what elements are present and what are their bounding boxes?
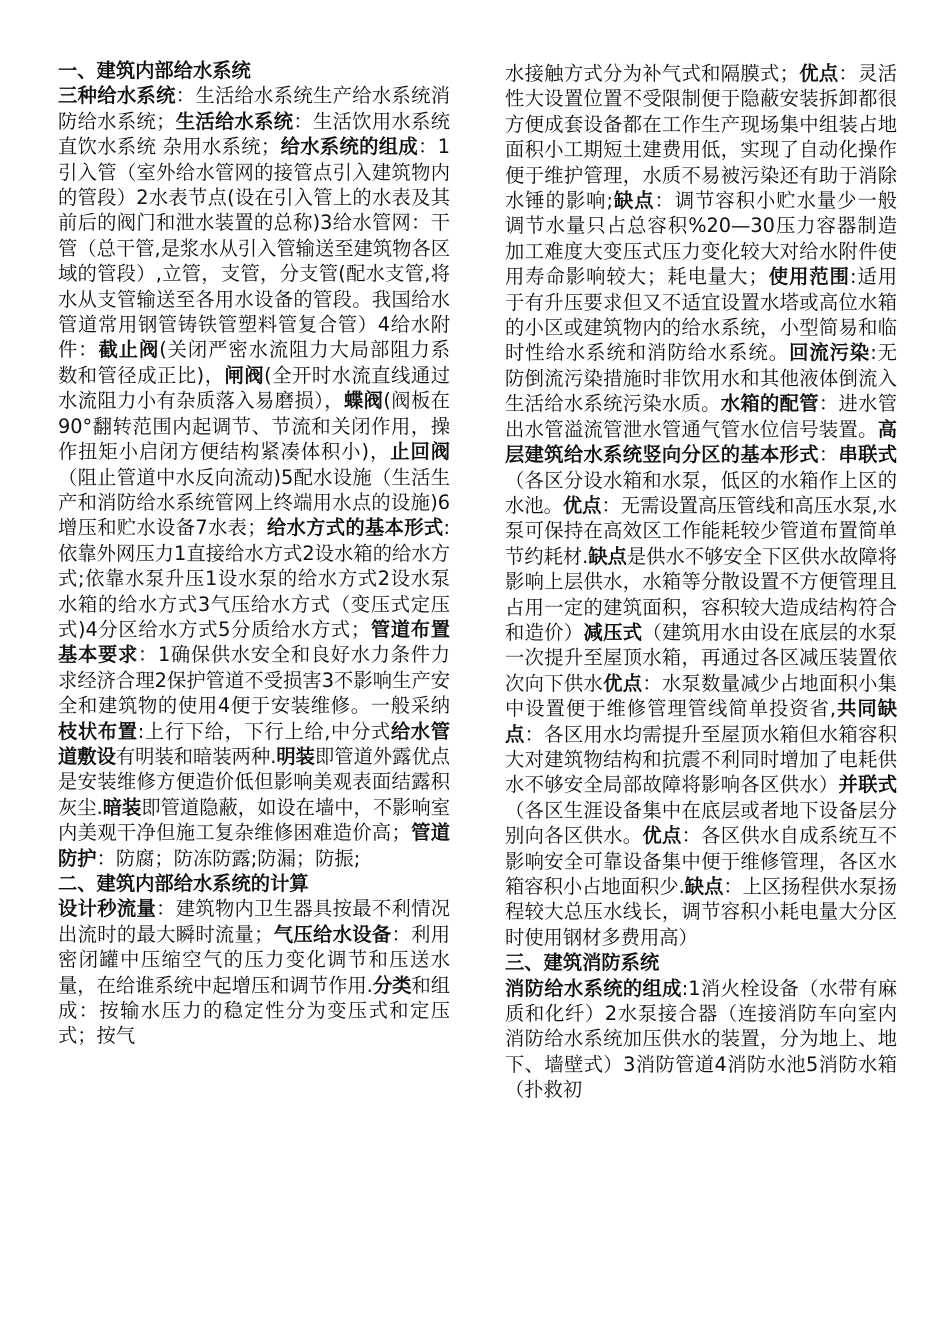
text-run: (关闭严密水流阻力大局部阻力系数和管径成正比)， bbox=[58, 338, 451, 387]
bold-term: 优点 bbox=[798, 62, 839, 85]
bold-term: 共同缺点 bbox=[505, 697, 897, 746]
text-run: :1消火栓设备（水带有麻质和化纤）2水泵接合器（连接消防车向室内消防给水系统加压供水的装置，分为地上、地下、墙壁式）3消防管道4消防水池5消防水箱（扑救初 bbox=[505, 976, 897, 1102]
bold-term: 三种给水系统 bbox=[58, 84, 176, 108]
text-run: ：建筑物内卫生器具按最不利情况出流时的最大瞬时流量； bbox=[58, 897, 451, 946]
bold-term: 水箱的配管 bbox=[720, 392, 819, 416]
bold-term: 气压给水设备 bbox=[273, 922, 392, 946]
bold-term: 分类 bbox=[372, 973, 412, 997]
bold-term: 给水系统的组成 bbox=[280, 135, 419, 159]
text-run: :上行下给，下行上给,中分式 bbox=[137, 719, 391, 743]
bold-term: 明装 bbox=[276, 744, 315, 768]
text-run: 和组成：按输水压力的稳定性分为变压式和定压式；按气 bbox=[58, 973, 451, 1048]
text-run: 即管道外露优点是安装维修方便造价低但影响美观表面结露积灰尘. bbox=[58, 744, 451, 819]
bold-term: 回流污染 bbox=[789, 341, 871, 365]
text-run: （各区分设水箱和水泵，低区的水箱作上区的水池。 bbox=[505, 468, 897, 517]
paragraph-pressure-supply-continued bbox=[505, 61, 897, 950]
text-run: ：利用密闭罐中压缩空气的压力变化调节和压送水量，在给谁系统中起增压和调节作用. bbox=[58, 922, 451, 997]
text-run: 即管道隐蔽，如设在墙中，不影响室内美观干净但施工复杂维修困难造价高； bbox=[58, 795, 451, 845]
bold-term: 枝状布置 bbox=[58, 719, 138, 743]
bold-term: 并联式 bbox=[838, 773, 897, 797]
bold-term: 缺点 bbox=[684, 875, 724, 898]
bold-term: 缺点 bbox=[612, 189, 655, 213]
text-run: ：防腐；防冻防露;防漏；防振; bbox=[96, 846, 361, 870]
text-run: ：生活饮用水系统 直饮水系统 杂用水系统； bbox=[58, 109, 451, 159]
text-run: （各区生涯设备集中在底层或者地下设备层分别向各区供水。 bbox=[505, 798, 897, 848]
text-run: （阻止管道中水反向流动)5配水设施（生活生产和消防给水系统管网上终端用水点的设施)6增压和贮水设备7水表； bbox=[58, 465, 450, 540]
paragraph-water-supply-system bbox=[58, 83, 450, 871]
text-run: ：上区扬程供水泵扬程较大总压水线长，调节容积小耗电量大分区时使用钢材多费用高） bbox=[505, 875, 897, 949]
paragraph-fire-protection bbox=[505, 976, 897, 1103]
section-heading-2: 二、建筑内部给水系统的计算 bbox=[58, 872, 309, 895]
text-run: ：生活给水系统生产给水系统消防给水系统； bbox=[58, 84, 451, 133]
bold-term: 止回阀 bbox=[390, 440, 451, 464]
text-run: ：无需设置高压管线和高压水泵,水泵可保持在高效区工作能耗较少管道布置简单节约耗材. bbox=[505, 493, 898, 568]
text-run: ：1确保供水安全和良好水力条件力求经济合理2保护管道不受损害3不影响生产安全和建筑物的使用4便于安装维修。一般采纳 bbox=[58, 643, 450, 718]
left-column bbox=[58, 58, 450, 1049]
bold-term: 串联式 bbox=[838, 443, 898, 467]
bold-term: 管道防护 bbox=[58, 821, 450, 870]
bold-term: 优点 bbox=[603, 671, 643, 695]
text-run: 有明装和暗装两种. bbox=[115, 744, 277, 768]
text-run: ：调节容积小贮水量少一般调节水量只占总容积%20—30压力容器制造加工难度大变压式压力变化较大对给水附件使用寿命影响较大；耗电量大； bbox=[505, 189, 898, 289]
bold-term: 缺点 bbox=[588, 544, 627, 568]
bold-term: 蝶阀 bbox=[343, 389, 384, 413]
bold-term: 闸阀 bbox=[224, 363, 265, 387]
text-run: :依靠外网压力1直接给水方式2设水箱的给水方式;依靠水泵升压1设水泵的给水方式2设水泵水箱的给水方式3气压给水方式（变压式定压式)4分区给水方式5分质给水方式； bbox=[58, 516, 450, 641]
bold-term: 优点 bbox=[642, 824, 682, 848]
text-run: (阀板在90°翻转范围内起调节、节流和关闭作用，操作扭矩小启闭方便结构紧凑体积小)， bbox=[58, 389, 450, 464]
bold-term: 给水管道敷设 bbox=[58, 719, 451, 768]
bold-term: 高层建筑给水系统竖向分区的基本形式 bbox=[505, 417, 897, 467]
bold-term: 减压式 bbox=[583, 620, 643, 644]
bold-term: 截止阀 bbox=[98, 338, 160, 362]
text-run: （建筑用水由设在底层的水泵一次提升至屋顶水箱，再通过各区减压装置依次向下供水 bbox=[505, 620, 898, 695]
section-heading-1: 一、建筑内部给水系统 bbox=[58, 59, 251, 82]
bold-term: 生活给水系统 bbox=[175, 109, 294, 133]
right-column bbox=[505, 61, 897, 1103]
text-run: ：各区用水均需提升至屋顶水箱但水箱容积大对建筑物结构和抗震不利同时增加了电耗供水不够安全局部故障将影响各区供水） bbox=[505, 722, 898, 797]
section-heading-3: 三、建筑消防系统 bbox=[505, 951, 660, 975]
bold-term: 给水方式的基本形式 bbox=[266, 516, 444, 540]
text-run: ：灵活性大设置位置不受限制便于隐蔽安装拆卸都很方便成套设备都在工作生产现场集中组装占地面积小工期短土建费用低，实现了自动化操作便于维护管理，水质不易被污染还有助于消除水锤的影响; bbox=[505, 62, 898, 213]
bold-term: 暗装 bbox=[102, 795, 142, 819]
text-run: ：进水管出水管溢流管泄水管通气管水位信号装置。 bbox=[505, 392, 898, 441]
paragraph-water-supply-calculation bbox=[58, 896, 450, 1048]
text-run: 是供水不够安全下区供水故障将影响上层供水，水箱等分散设置不方便管理且占用一定的建筑面积，容积较大造成结构符合和造价） bbox=[505, 544, 898, 644]
text-run: (全开时水流直线通过水流阻力小有杂质落入易磨损）， bbox=[58, 363, 450, 413]
bold-term: 使用范围 bbox=[767, 265, 850, 289]
text-run: ：水泵数量减少占地面积小集中设置便于维修管理管线简单投资省, bbox=[505, 671, 898, 721]
bold-term: 设计秒流量 bbox=[58, 897, 157, 921]
text-run: ： bbox=[818, 443, 839, 467]
text-run: :无防倒流污染措施时非饮用水和其他液体倒流入生活给水系统污染水质。 bbox=[505, 341, 898, 416]
text-run: ：各区供水自成系统互不影响安全可靠设备集中便于维修管理，各区水箱容积小占地面积少. bbox=[505, 824, 898, 898]
bold-term: 消防给水系统的组成 bbox=[505, 976, 682, 1000]
text-run: 水接触方式分为补气式和隔膜式； bbox=[505, 62, 799, 85]
text-run: ：1引入管（室外给水管网的接管点引入建筑物内的管段）2水表节点(设在引入管上的水表及其前后的阀门和泄水装置的总称)3给水管网：干管（总干管,是浆水从引入管输送至建筑物各区域的管段）,立管，支管，分支管(配水支管,将水从支管输送至各用水设备的管段。我国给水管道常用钢管铸铁管塑料管复合管）4给水附件： bbox=[58, 135, 450, 362]
text-run: :适用于有升压要求但又不适宜设置水塔或高位水箱的小区或建筑物内的给水系统，小型简易和临时性给水系统和消防给水系统。 bbox=[505, 265, 898, 365]
bold-term: 管道布置基本要求 bbox=[58, 617, 451, 667]
bold-term: 优点 bbox=[562, 493, 602, 517]
